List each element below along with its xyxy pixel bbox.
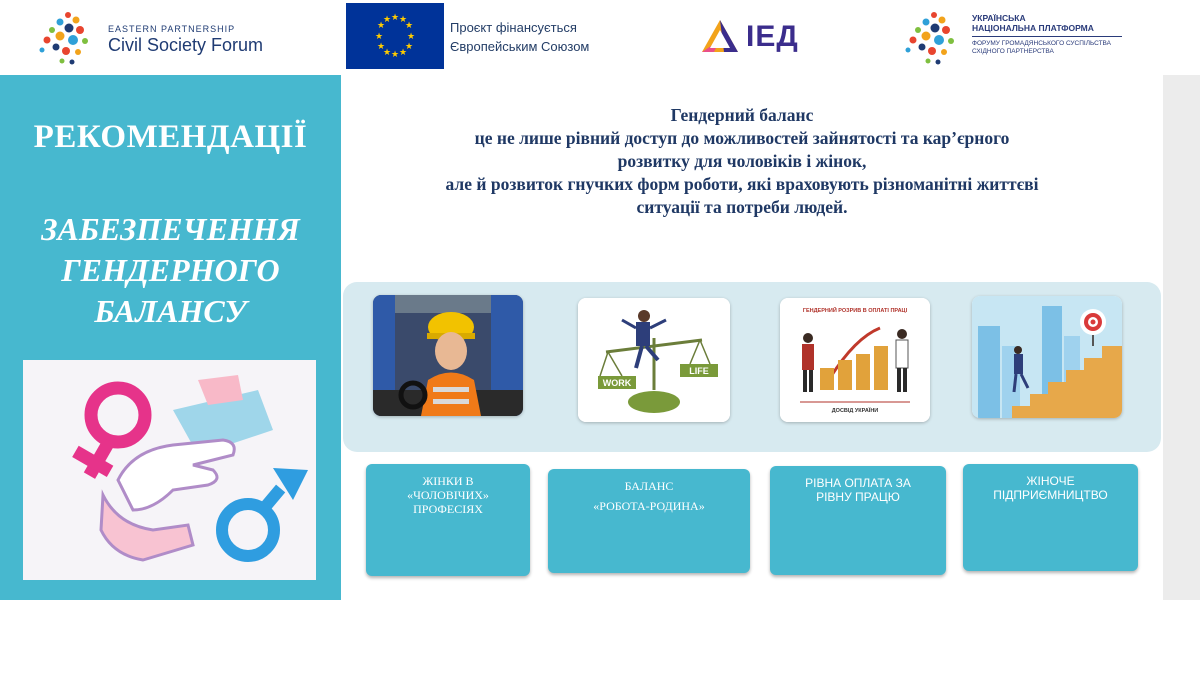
svg-text:★: ★ xyxy=(406,32,416,42)
statement-line-2: це не лише рівний доступ до можливостей зайнятості та кар’єрного xyxy=(474,128,1010,148)
card-work-family-balance[interactable] xyxy=(548,469,750,573)
work-life-balance-photo xyxy=(578,298,730,422)
svg-text:★: ★ xyxy=(382,48,392,58)
csf-text xyxy=(108,24,263,56)
eu-line2: Європейським Союзом xyxy=(450,39,590,54)
header xyxy=(0,0,1200,75)
card3-line2: РІВНУ ПРАЦЮ xyxy=(816,490,900,504)
card-women-in-male-professions[interactable] xyxy=(366,464,530,576)
csf-line2: Civil Society Forum xyxy=(108,35,264,55)
unp-sub1: ФОРУМУ ГРОМАДЯНСЬКОГО СУСПІЛЬСТВА xyxy=(972,40,1112,47)
work-life-balance-icon xyxy=(578,298,730,422)
recommendations-title: РЕКОМЕНДАЦІЇ xyxy=(33,119,308,155)
card1-line3: ПРОФЕСІЯХ xyxy=(413,502,483,516)
woman-worker-icon xyxy=(373,295,523,416)
eu-line1: Проєкт фінансується xyxy=(450,20,577,35)
statement-line-1: Гендерний баланс xyxy=(670,105,814,125)
unp-text xyxy=(972,13,1122,56)
card4-line2: ПІДПРИЄМНИЦТВО xyxy=(993,488,1108,502)
svg-text:★: ★ xyxy=(390,50,400,60)
career-stairs-icon xyxy=(972,296,1122,418)
life-label: LIFE xyxy=(689,366,709,376)
career-stairs-photo xyxy=(972,296,1122,418)
card1-line1: ЖІНКИ В xyxy=(422,474,474,488)
unp-title2: НАЦІОНАЛЬНА ПЛАТФОРМА xyxy=(972,23,1094,33)
right-strip xyxy=(1163,75,1200,600)
eu-flag-icon xyxy=(346,3,444,69)
statement-line-3: розвитку для чоловіків і жінок, xyxy=(617,151,867,171)
svg-text:★: ★ xyxy=(390,13,400,23)
statement-line-5: ситуації та потреби людей. xyxy=(636,197,848,217)
gender-symbols-handshake-icon xyxy=(23,360,316,580)
gender-balance-statement xyxy=(352,104,1132,219)
svg-text:★: ★ xyxy=(382,15,392,25)
ied-text: ІЕД xyxy=(746,20,799,53)
svg-text:★: ★ xyxy=(404,42,414,52)
card3-line1: РІВНА ОПЛАТА ЗА xyxy=(805,476,911,490)
unp-title1: УКРАЇНСЬКА xyxy=(972,13,1026,23)
pay-gap-subtitle: ДОСВІД УКРАЇНИ xyxy=(831,408,879,414)
unp-divider xyxy=(972,36,1122,37)
svg-text:★: ★ xyxy=(374,32,384,42)
statement-line-4: але й розвиток гнучких форм роботи, які враховують різноманітні життєві xyxy=(445,174,1039,194)
card1-line2: «ЧОЛОВІЧИХ» xyxy=(407,488,489,502)
svg-text:★: ★ xyxy=(398,15,408,25)
svg-text:★: ★ xyxy=(398,48,408,58)
unp-logo xyxy=(900,8,1140,68)
subtitle-line-2: ГЕНДЕРНОГО xyxy=(61,252,280,288)
subtitle-line-1: ЗАБЕЗПЕЧЕННЯ xyxy=(41,211,300,247)
pay-gap-title: ГЕНДЕРНИЙ РОЗРИВ В ОПЛАТІ ПРАЦІ xyxy=(802,308,908,314)
csf-line1: EASTERN PARTNERSHIP xyxy=(108,24,236,34)
recommendations-subtitle xyxy=(0,209,341,332)
card4-line1: ЖІНОЧЕ xyxy=(1026,474,1075,488)
ied-triangle-icon xyxy=(700,18,740,54)
left-panel xyxy=(0,75,341,600)
card2-line1: БАЛАНС xyxy=(624,479,674,493)
woman-worker-photo xyxy=(373,295,523,416)
csf-dots-icon xyxy=(34,8,98,68)
gender-symbols-image xyxy=(23,360,316,580)
eu-block xyxy=(346,3,636,69)
work-label: WORK xyxy=(602,378,632,388)
svg-text:★: ★ xyxy=(376,42,386,52)
unp-dots-icon xyxy=(900,8,964,68)
card-women-entrepreneurship[interactable] xyxy=(963,464,1138,571)
gender-pay-gap-icon xyxy=(780,298,930,422)
csf-logo xyxy=(34,8,294,68)
unp-sub2: СХІДНОГО ПАРТНЕРСТВА xyxy=(972,48,1054,55)
subtitle-line-3: БАЛАНСУ xyxy=(94,293,247,329)
svg-text:★: ★ xyxy=(376,21,386,31)
eu-text xyxy=(450,18,589,56)
ied-logo xyxy=(700,18,810,58)
svg-text:★: ★ xyxy=(404,21,414,31)
card2-line2: «РОБОТА-РОДИНА» xyxy=(593,499,705,513)
card-equal-pay[interactable] xyxy=(770,466,946,575)
gender-pay-gap-photo xyxy=(780,298,930,422)
